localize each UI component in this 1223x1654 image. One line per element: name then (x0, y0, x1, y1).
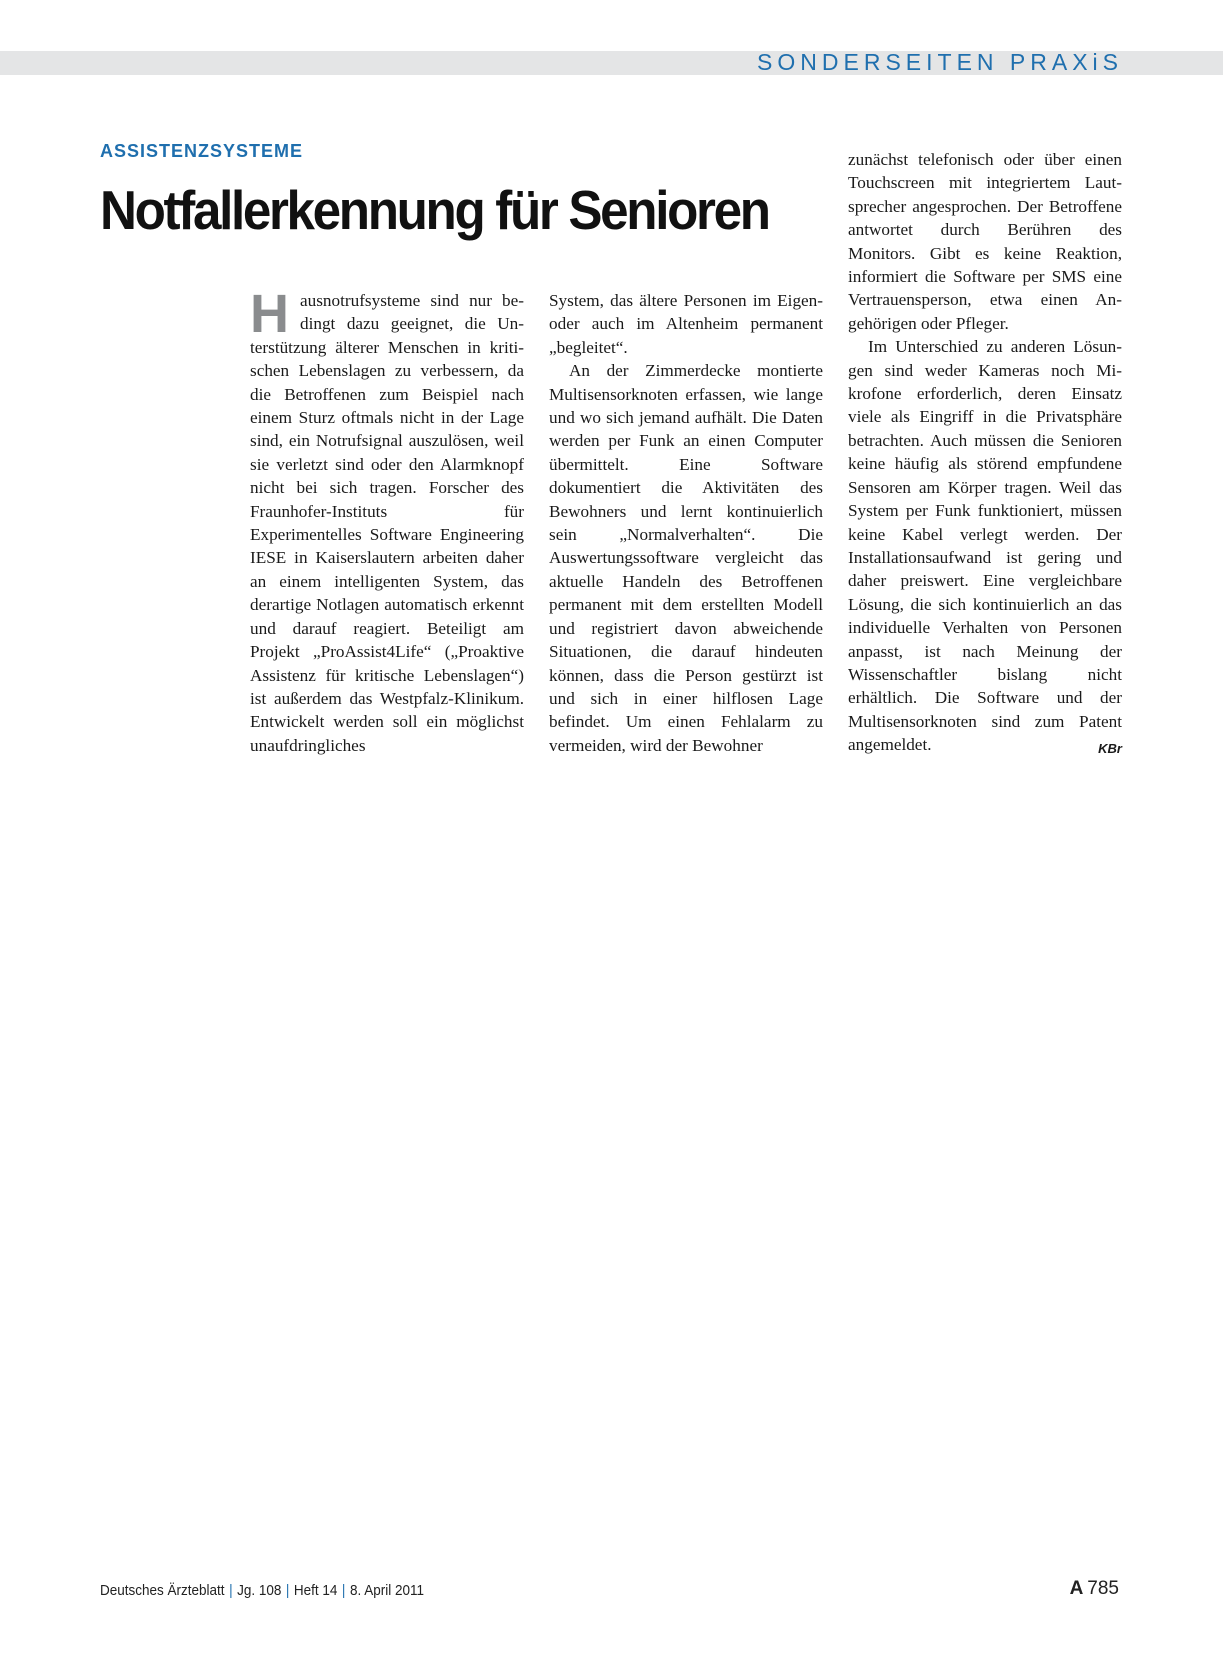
article-kicker: ASSISTENZSYSTEME (100, 141, 304, 161)
column-3-paragraph-2 (848, 335, 1122, 756)
column-1-text: ausnotrufsysteme sind nur bedingt dazu geeignet, die Unterstützung älterer Menschen in kritischen Lebenslagen zu verbessern, da die Betroffenen zum Beispiel nach einem Sturz oftmals nicht in der Lage sind, ein Notrufsignal auszulösen, weil sie verletzt sind oder den Alarmknopf nicht bei sich tragen. Forscher des Fraunhofer-Instituts für Experimentelles Software Engineering IESE in Kaiserslautern arbeiten daher an einem intelligenten System, das derartige Notlagen automatisch erkennt und darauf reagiert. Beteiligt am Projekt „ProAssist4Life“ („Proaktive Assistenz für kritische Lebenslagen“) ist außerdem das Westpfalz-Klinikum. Entwickelt werden soll ein möglichst unaufdringliches (250, 291, 524, 755)
drop-cap: H (250, 284, 289, 344)
article-headline: Notfallerkennung für Senioren (100, 179, 769, 241)
author-initials: KBr (1098, 741, 1122, 757)
section-label: SONDERSEITEN PRAXiS (757, 49, 1123, 75)
footer-journal: Deutsches Ärzteblatt (100, 1582, 225, 1599)
footer-issue: Heft 14 (293, 1582, 338, 1599)
footer-volume: Jg. 108 (237, 1582, 282, 1599)
article-column-2 (549, 289, 823, 757)
article-column-1 (250, 284, 524, 757)
footer-citation (100, 1582, 424, 1599)
column-2-paragraph-1: System, das ältere Personen im Eigen- oder auch im Altenheim permanent „begleitet“. (549, 291, 823, 357)
page-number (1070, 1578, 1119, 1600)
article-column-3 (848, 148, 1122, 761)
footer-date: 8. April 2011 (349, 1582, 424, 1599)
footer-separator: | (285, 1582, 290, 1599)
footer-separator: | (229, 1582, 233, 1599)
footer-separator: | (341, 1582, 346, 1599)
page-number-value: 785 (1087, 1578, 1119, 1599)
column-3-paragraph-2-text: Im Unterschied zu anderen Lösungen sind weder Kameras noch Mikrofone erforderlich, deren Einsatz viele als Eingriff in die Privatsphäre betrachten. Auch müssen die Senioren keine häufig als störend empfundene Sensoren am Körper tragen. Weil das System per Funk funktioniert, müssen keine Kabel verlegt werden. Der Installationsaufwand ist gering und daher preiswert. Eine vergleichbare Lösung, die sich kontinuierlich an das individuelle Verhalten von Personen anpasst, ist nach Meinung der Wissenschaftler bislang nicht erhältlich. Die Software und der Multisensorknoten sind zum Patent angemeldet. (848, 337, 1122, 755)
column-2-paragraph-2: An der Zimmerdecke montierte Multisensorknoten erfassen, wie lange und wo sich jemand aufhält. Die Daten werden per Funk an einen Computer übermittelt. Eine Software dokumentiert die Aktivitäten des Bewohners und lernt kontinuierlich sein „Normalverhalten“. Die Auswertungssoftware vergleicht das aktuelle Handeln des Betroffenen permanent mit dem erstellten Modell und registriert davon abweichende Situationen, die darauf hindeuten können, dass die Person gestürzt ist und sich in einer hilflosen Lage befindet. Um einen Fehlalarm zu vermeiden, wird der Bewohner (549, 361, 823, 755)
column-3-paragraph-1: zunächst telefonisch oder über einen Touchscreen mit integriertem Lautsprecher angesprochen. Der Betroffene antwortet durch Berühren des Monitors. Gibt es keine Reaktion, informiert die Software per SMS eine Vertrauensperson, etwa einen Angehörigen oder Pfleger. (848, 150, 1122, 333)
page-prefix: A (1069, 1578, 1084, 1599)
